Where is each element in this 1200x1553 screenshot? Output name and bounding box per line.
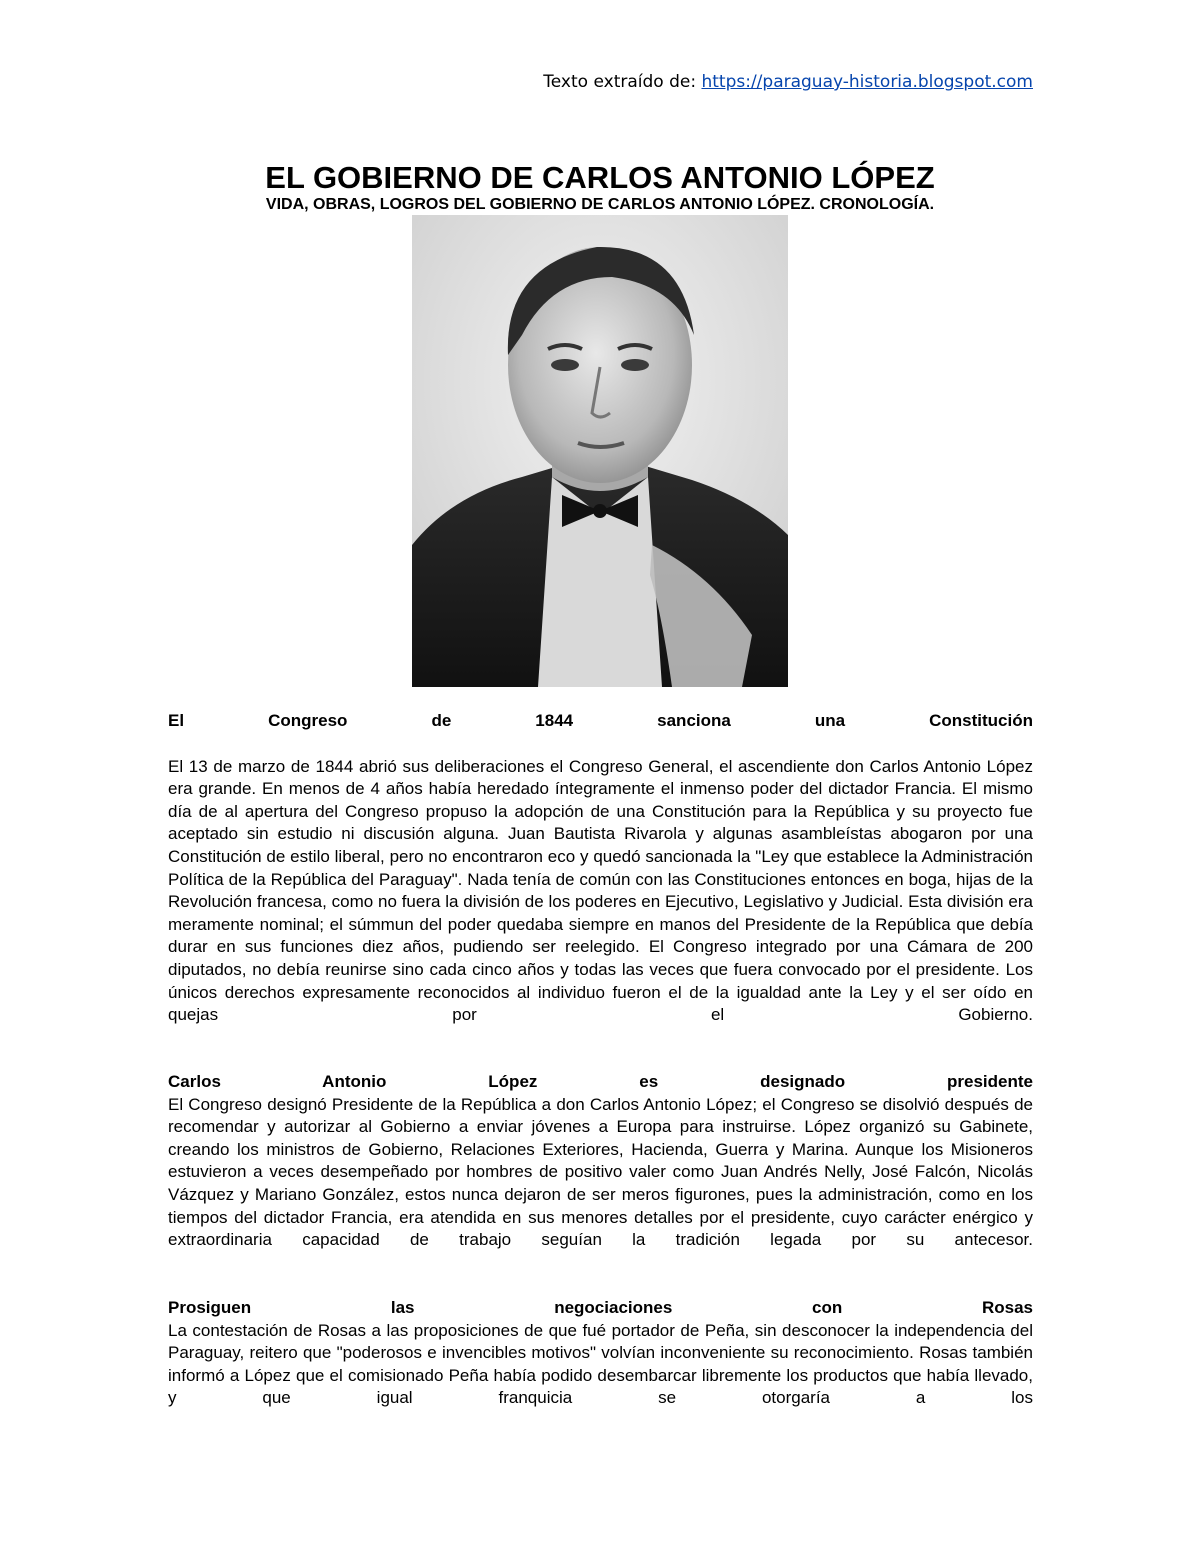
source-line [543,72,1033,92]
section-paragraph: El 13 de marzo de 1844 abrió sus deliberaciones el Congreso General, el ascendiente don Carlos Antonio López era grande. En menos de 4 años había heredado íntegramente el inmenso poder del dictador Francia. El mismo día de al apertura del Congreso propuso la adopción de una Constitución para la República y su proyecto fue aceptado sin estudio ni discusión alguna. Juan Bautista Rivarola y algunas asambleístas abogaron por una Constitución de estilo liberal, pero no encontraron eco y quedó sancionada la "Ley que establece la Administración Política de la República del Paraguay". Nada tenía de común con las Constituciones entonces en boga, hijas de la Revolución francesa, como no fuera la división de los poderes en Ejecutivo, Legislativo y Judicial. Esta división era meramente nominal; el súmmun del poder quedaba siempre en manos del Presidente de la República que debía durar en sus funciones diez años, pudiendo ser reelegido. El Congreso integrado por una Cámara de 200 diputados, no debía reunirse sino cada cinco años y todas las veces que fuera convocado por el presidente. Los únicos derechos expresamente reconocidos al individuo fueron el de la igualdad ante la Ley y el ser oído en quejas por el Gobierno. [168,756,1033,1025]
section-rosas [168,1297,1033,1410]
section-heading: Prosiguen las negociaciones con Rosas [168,1298,1033,1317]
source-label: Texto extraído de: [543,72,697,92]
section-presidente [168,1071,1033,1252]
section-heading: El Congreso de 1844 sanciona una Constitución [168,711,1033,730]
document-subtitle: VIDA, OBRAS, LOGROS DEL GOBIERNO DE CARLOS ANTONIO LÓPEZ. CRONOLOGÍA. [265,196,935,213]
section-paragraph: El Congreso designó Presidente de la República a don Carlos Antonio López; el Congreso se disolvió después de recomendar y autorizar al Gobierno a enviar jóvenes a Europa para instruirse. López organizó su Gabinete, creando los ministros de Gobierno, Relaciones Exteriores, Hacienda, Guerra y Marina. Aunque los Misioneros estuvieron a veces desempeñado por hombres de positivo valer como Juan Andrés Nelly, José Falcón, Nicolás Vázquez y Mariano González, estos nunca dejaron de ser meros figurones, pues la administración, como en los tiempos del dictador Francia, era atendida en sus menores detalles por el presidente, cuyo carácter enérgico y extraordinaria capacidad de trabajo seguían la tradición legada por su antecesor. [168,1094,1033,1250]
section-constitucion [168,710,1033,1027]
portrait-image [412,215,788,687]
section-paragraph: La contestación de Rosas a las proposiciones de que fué portador de Peña, sin desconocer la independencia del Paraguay, reitero que "poderosos e invencibles motivos" volvían inconveniente su reconocimiento. Rosas también informó a López que el comisionado Peña había podido desembarcar libremente los productos que había llevado, y que igual franquicia se otorgaría a los [168,1320,1033,1408]
section-heading: Carlos Antonio López es designado presidente [168,1072,1033,1091]
source-link[interactable]: https://paraguay-historia.blogspot.com [701,72,1033,92]
document-title: EL GOBIERNO DE CARLOS ANTONIO LÓPEZ [265,160,935,195]
